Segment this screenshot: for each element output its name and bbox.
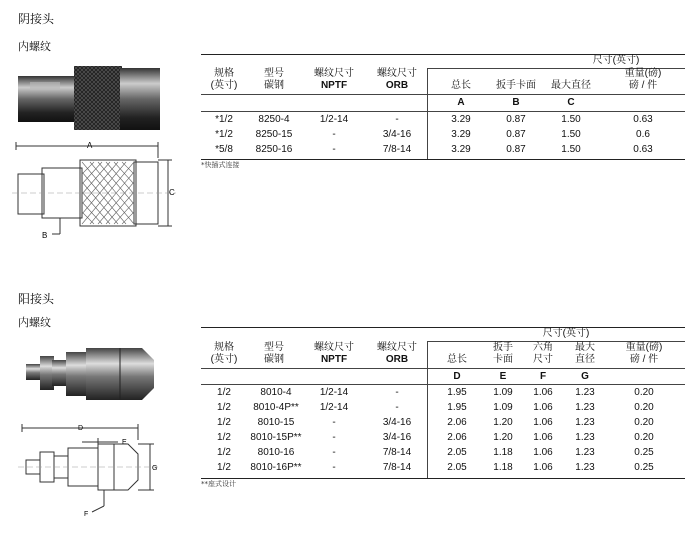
male-nipple-photo: [22, 342, 162, 406]
header-wrench-line2: 卡面: [493, 354, 513, 365]
dimension-label-g: G: [152, 465, 158, 472]
table-cell: 2.05: [447, 462, 467, 473]
header-weight-line2: 磅 / 件: [629, 354, 659, 365]
table-cell: -: [395, 402, 399, 413]
table-cell: 1.18: [493, 462, 513, 473]
table-cell: 1.50: [561, 144, 581, 155]
table-cell: 3.29: [451, 144, 471, 155]
table-cell: 1.18: [493, 447, 513, 458]
table-cell: 3/4-16: [382, 417, 412, 428]
header-hex-line1: 六角: [533, 342, 553, 353]
dimension-label-c: C: [169, 188, 175, 197]
table-cell: 1.23: [575, 462, 595, 473]
header-spec-line1: 规格: [214, 342, 234, 353]
table-cell: 1.95: [447, 402, 467, 413]
male-nipple-drawing: [18, 420, 168, 524]
header-model-line1: 型号: [264, 342, 284, 353]
table-cell: 1.23: [575, 402, 595, 413]
header-spec-line2: (英寸): [210, 354, 238, 365]
table-cell: 1/2: [217, 447, 231, 458]
table-cell: 1/2: [217, 417, 231, 428]
table-cell: 1/2-14: [319, 402, 349, 413]
table-cell: 3.29: [451, 129, 471, 140]
table-cell: 3/4-16: [382, 129, 412, 140]
table-cell: 1.23: [575, 417, 595, 428]
table-cell: *5/8: [215, 144, 233, 155]
female-section-title: 阴接头: [18, 12, 55, 26]
table-cell: 0.20: [634, 432, 654, 443]
table-cell: 8010-4: [260, 387, 292, 398]
table-cell: 8250-16: [255, 144, 293, 155]
table-cell: -: [332, 144, 336, 155]
female-section-subtitle: 内螺纹: [18, 40, 51, 53]
table-cell: 1.06: [533, 402, 553, 413]
table-cell: 1.23: [575, 432, 595, 443]
header-letter-f: F: [539, 371, 547, 382]
header-spec-line2: (英寸): [210, 80, 238, 91]
table-cell: 1/2-14: [319, 114, 349, 125]
table-cell: 3.29: [451, 114, 471, 125]
size-group-header: 尺寸(英寸): [542, 328, 590, 339]
table-cell: 8010-15: [257, 417, 295, 428]
header-orb-line2: ORB: [385, 354, 409, 365]
table-cell: 8010-4P**: [253, 402, 299, 413]
header-orb-line1: 螺纹尺寸: [377, 342, 417, 353]
female-spec-table: [201, 54, 685, 160]
table-cell: 8250-4: [258, 114, 290, 125]
header-model-line1: 型号: [264, 68, 284, 79]
table-cell: 0.63: [633, 114, 653, 125]
table-cell: 0.87: [506, 129, 526, 140]
header-nptf-line1: 螺纹尺寸: [314, 342, 354, 353]
table-cell: 1.06: [533, 387, 553, 398]
header-letter-d: D: [453, 371, 461, 382]
table-cell: 0.20: [634, 387, 654, 398]
table-cell: 0.87: [506, 144, 526, 155]
table-cell: 1/2-14: [319, 387, 349, 398]
column-divider: [427, 68, 428, 159]
table-cell: 2.05: [447, 447, 467, 458]
header-letter-c: C: [567, 97, 575, 108]
table-cell: 1/2: [217, 432, 231, 443]
header-length: 总长: [447, 354, 467, 365]
table-cell: 1.06: [533, 462, 553, 473]
table-cell: 0.6: [636, 129, 650, 140]
table-cell: 1.09: [493, 387, 513, 398]
header-weight-line1: 重量(磅): [624, 68, 662, 79]
table-cell: 0.20: [634, 417, 654, 428]
table-cell: 1.09: [493, 402, 513, 413]
table-cell: -: [332, 462, 336, 473]
letter-rule: [201, 384, 685, 385]
header-hex-line2: 尺寸: [533, 354, 553, 365]
table-cell: -: [395, 387, 399, 398]
dimension-label-a: A: [87, 141, 93, 150]
size-group-header: 尺寸(英寸): [592, 55, 640, 66]
table-cell: 1.95: [447, 387, 467, 398]
female-coupling-drawing: [12, 138, 184, 246]
table-cell: 3/4-16: [382, 432, 412, 443]
header-max-diameter: 最大直径: [551, 80, 591, 91]
table-cell: *1/2: [215, 129, 233, 140]
header-nptf-line1: 螺纹尺寸: [314, 68, 354, 79]
table-cell: 0.25: [634, 447, 654, 458]
table-cell: -: [332, 129, 336, 140]
dimension-label-f: F: [84, 511, 89, 518]
dimension-label-b: B: [42, 231, 48, 240]
table-cell: 7/8-14: [382, 144, 412, 155]
male-section-title: 阳接头: [18, 292, 55, 306]
table-cell: 7/8-14: [382, 462, 412, 473]
header-wrench-line1: 扳手: [493, 342, 513, 353]
header-wrench-flat: 扳手卡面: [496, 80, 536, 91]
table-cell: 1/2: [217, 387, 231, 398]
table-cell: 1.06: [533, 447, 553, 458]
header-letter-g: G: [581, 371, 589, 382]
table-cell: 8010-16P**: [250, 462, 302, 473]
table-cell: 2.06: [447, 417, 467, 428]
male-spec-table: [201, 327, 685, 479]
table-cell: 1.20: [493, 432, 513, 443]
table-cell: -: [332, 447, 336, 458]
dimension-label-e: E: [122, 439, 127, 446]
header-orb-line2: ORB: [385, 80, 409, 91]
header-spec-line1: 规格: [214, 68, 234, 79]
header-letter-e: E: [499, 371, 507, 382]
table-cell: -: [332, 417, 336, 428]
table-cell: 1.23: [575, 387, 595, 398]
table-cell: 1/2: [217, 462, 231, 473]
table-cell: 0.63: [633, 144, 653, 155]
table-cell: 8010-16: [257, 447, 295, 458]
male-section-subtitle: 内螺纹: [18, 316, 51, 329]
dimension-label-d: D: [78, 425, 84, 432]
table-cell: -: [332, 432, 336, 443]
header-model-line2: 碳钢: [264, 354, 284, 365]
table-cell: 1/2: [217, 402, 231, 413]
header-nptf-line2: NPTF: [320, 354, 348, 365]
table-cell: 1.06: [533, 417, 553, 428]
table-cell: 2.06: [447, 432, 467, 443]
header-model-line2: 碳钢: [264, 80, 284, 91]
header-orb-line1: 螺纹尺寸: [377, 68, 417, 79]
header-rule: [201, 368, 685, 369]
table-cell: 1.50: [561, 129, 581, 140]
female-footnote: *快插式连接: [201, 161, 240, 169]
letter-rule: [201, 111, 685, 112]
header-letter-a: A: [457, 97, 465, 108]
table-cell: *1/2: [215, 114, 233, 125]
header-nptf-line2: NPTF: [320, 80, 348, 91]
table-cell: 0.25: [634, 462, 654, 473]
table-cell: 0.20: [634, 402, 654, 413]
table-cell: 1.06: [533, 432, 553, 443]
header-maxdia-line1: 最大: [575, 342, 595, 353]
header-weight-line2: 磅 / 件: [628, 80, 658, 91]
header-rule: [201, 94, 685, 95]
header-letter-b: B: [512, 97, 520, 108]
column-divider: [427, 341, 428, 478]
table-cell: -: [395, 114, 399, 125]
male-footnote: **座式设计: [201, 480, 236, 488]
table-cell: 1.50: [561, 114, 581, 125]
table-cell: 8010-15P**: [250, 432, 302, 443]
header-maxdia-line2: 直径: [575, 354, 595, 365]
table-cell: 0.87: [506, 114, 526, 125]
female-coupling-photo: [14, 56, 164, 140]
table-cell: 1.20: [493, 417, 513, 428]
header-weight-line1: 重量(磅): [625, 342, 663, 353]
table-cell: 1.23: [575, 447, 595, 458]
header-length: 总长: [451, 80, 471, 91]
table-cell: 8250-15: [255, 129, 293, 140]
table-cell: 7/8-14: [382, 447, 412, 458]
